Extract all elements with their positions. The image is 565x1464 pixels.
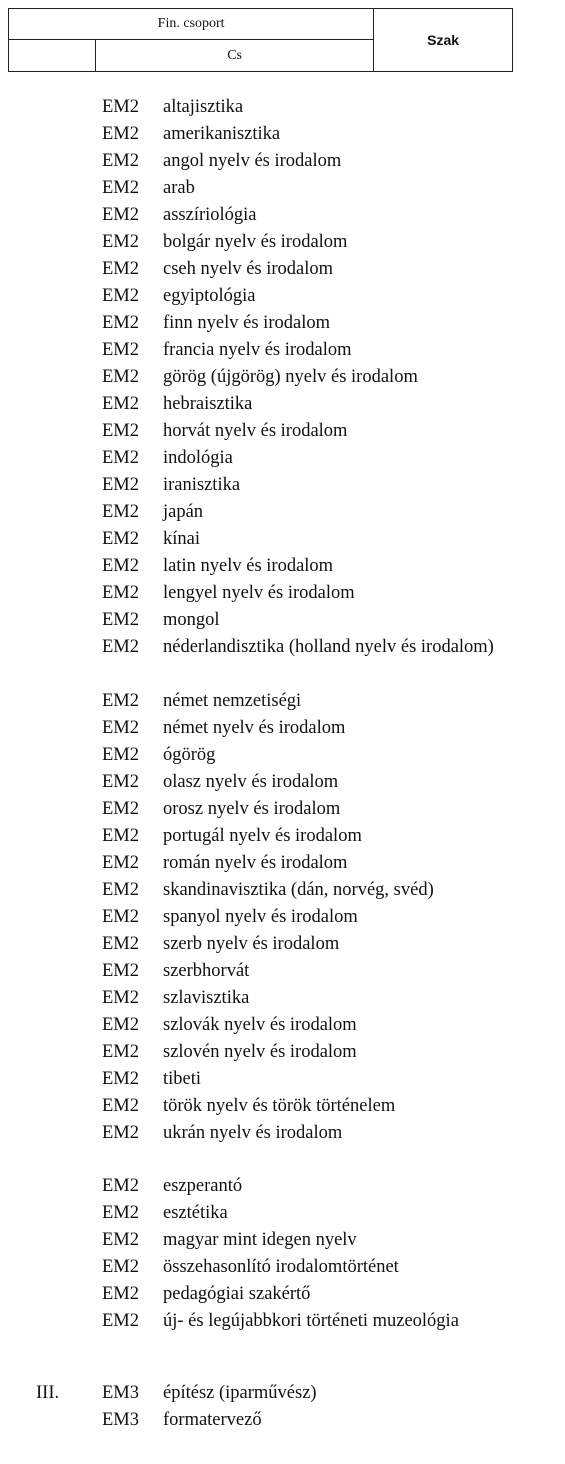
header-cs: Cs [96, 40, 374, 72]
cs-code: EM2 [102, 1069, 139, 1089]
cs-code: EM2 [102, 1230, 139, 1250]
szak-name: asszíriológia [163, 205, 257, 225]
szak-name: indológia [163, 448, 233, 468]
szak-name: román nyelv és irodalom [163, 853, 348, 873]
cs-code: EM3 [102, 1410, 139, 1430]
szak-name: német nemzetiségi [163, 691, 302, 711]
header-group-cell [9, 40, 96, 72]
szak-name: francia nyelv és irodalom [163, 340, 352, 360]
cs-code: EM2 [102, 178, 139, 198]
cs-code: EM2 [102, 934, 139, 954]
szak-name: amerikanisztika [163, 124, 281, 144]
szak-name: ukrán nyelv és irodalom [163, 1123, 343, 1143]
cs-code: EM2 [102, 556, 139, 576]
cs-code: EM2 [102, 826, 139, 846]
cs-code: EM2 [102, 421, 139, 441]
szak-name: portugál nyelv és irodalom [163, 826, 362, 846]
cs-code: EM3 [102, 1383, 139, 1403]
cs-code: EM2 [102, 1311, 139, 1331]
cs-code: EM2 [102, 718, 139, 738]
cs-code: EM2 [102, 691, 139, 711]
szak-name: kínai [163, 529, 200, 549]
szak-name: szerbhorvát [163, 961, 250, 981]
header-table [8, 8, 513, 72]
cs-code: EM2 [102, 205, 139, 225]
szak-name: japán [163, 502, 204, 522]
cs-code: EM2 [102, 1042, 139, 1062]
szak-name: skandinavisztika (dán, norvég, svéd) [163, 880, 434, 900]
cs-code: EM2 [102, 97, 139, 117]
cs-code: EM2 [102, 988, 139, 1008]
fin-group: III. [36, 1383, 60, 1403]
szak-name: egyiptológia [163, 286, 256, 306]
cs-code: EM2 [102, 367, 139, 387]
cs-code: EM2 [102, 475, 139, 495]
szak-name: új- és legújabbkori történeti muzeológia [163, 1311, 459, 1331]
cs-code: EM2 [102, 1096, 139, 1116]
cs-code: EM2 [102, 583, 139, 603]
szak-name: angol nyelv és irodalom [163, 151, 342, 171]
szak-name: horvát nyelv és irodalom [163, 421, 348, 441]
cs-code: EM2 [102, 529, 139, 549]
cs-code: EM2 [102, 286, 139, 306]
cs-code: EM2 [102, 880, 139, 900]
szak-name: tibeti [163, 1069, 202, 1089]
header-szak: Szak [374, 9, 513, 72]
cs-code: EM2 [102, 1176, 139, 1196]
cs-code: EM2 [102, 1284, 139, 1304]
szak-name: esztétika [163, 1203, 228, 1223]
cs-code: EM2 [102, 907, 139, 927]
szak-name: eszperantó [163, 1176, 243, 1196]
cs-code: EM2 [102, 502, 139, 522]
szak-name: lengyel nyelv és irodalom [163, 583, 355, 603]
cs-code: EM2 [102, 1123, 139, 1143]
cs-code: EM2 [102, 637, 139, 657]
szak-name: iranisztika [163, 475, 241, 495]
szak-name: orosz nyelv és irodalom [163, 799, 341, 819]
szak-name: bolgár nyelv és irodalom [163, 232, 348, 252]
szak-name: formatervező [163, 1410, 262, 1430]
cs-code: EM2 [102, 232, 139, 252]
cs-code: EM2 [102, 313, 139, 333]
cs-code: EM2 [102, 1015, 139, 1035]
szak-name: pedagógiai szakértő [163, 1284, 311, 1304]
szak-name: hebraisztika [163, 394, 253, 414]
szak-name: szlavisztika [163, 988, 250, 1008]
szak-name: magyar mint idegen nyelv [163, 1230, 357, 1250]
cs-code: EM2 [102, 961, 139, 981]
szak-name: cseh nyelv és irodalom [163, 259, 334, 279]
szak-name: ógörög [163, 745, 216, 765]
cs-code: EM2 [102, 853, 139, 873]
szak-name: néderlandisztika (holland nyelv és irodalom) [163, 637, 494, 657]
szak-name: latin nyelv és irodalom [163, 556, 334, 576]
cs-code: EM2 [102, 1203, 139, 1223]
szak-name: szlovén nyelv és irodalom [163, 1042, 357, 1062]
cs-code: EM2 [102, 745, 139, 765]
cs-code: EM2 [102, 340, 139, 360]
cs-code: EM2 [102, 610, 139, 630]
szak-name: német nyelv és irodalom [163, 718, 346, 738]
szak-name: török nyelv és török történelem [163, 1096, 396, 1116]
header-fin-csoport: Fin. csoport [9, 9, 374, 40]
cs-code: EM2 [102, 772, 139, 792]
szak-name: szerb nyelv és irodalom [163, 934, 340, 954]
szak-name: olasz nyelv és irodalom [163, 772, 339, 792]
cs-code: EM2 [102, 151, 139, 171]
szak-name: arab [163, 178, 195, 198]
cs-code: EM2 [102, 799, 139, 819]
cs-code: EM2 [102, 448, 139, 468]
szak-name: finn nyelv és irodalom [163, 313, 330, 333]
szak-name: mongol [163, 610, 220, 630]
szak-name: altajisztika [163, 97, 244, 117]
cs-code: EM2 [102, 259, 139, 279]
szak-name: összehasonlító irodalomtörténet [163, 1257, 399, 1277]
szak-name: szlovák nyelv és irodalom [163, 1015, 357, 1035]
cs-code: EM2 [102, 394, 139, 414]
cs-code: EM2 [102, 124, 139, 144]
szak-name: építész (iparművész) [163, 1383, 317, 1403]
cs-code: EM2 [102, 1257, 139, 1277]
szak-name: spanyol nyelv és irodalom [163, 907, 358, 927]
szak-name: görög (újgörög) nyelv és irodalom [163, 367, 418, 387]
